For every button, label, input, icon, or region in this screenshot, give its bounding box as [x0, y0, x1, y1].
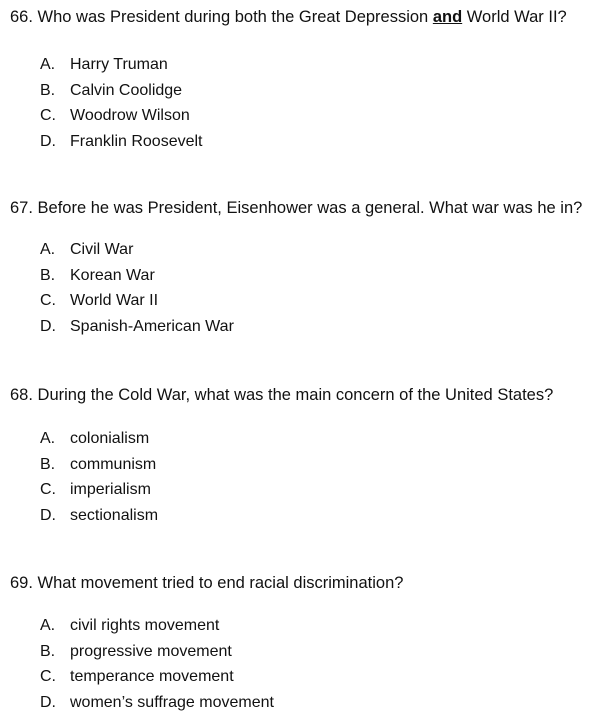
option-text: Korean War [70, 266, 155, 284]
question-text-after: World War II? [466, 8, 567, 26]
option-text: Woodrow Wilson [70, 107, 190, 125]
option-letter: D. [40, 133, 56, 151]
answer-option-a [40, 613, 274, 639]
answer-option-a [40, 426, 158, 452]
option-text: Calvin Coolidge [70, 81, 183, 99]
question-66 [10, 6, 602, 151]
answer-option-d [40, 690, 274, 716]
option-letter: A. [40, 56, 56, 73]
answer-option-c [40, 103, 203, 129]
answer-option-a [40, 52, 203, 78]
option-text: Civil War [70, 241, 134, 258]
option-text: temperance movement [70, 668, 234, 686]
question-text [10, 384, 602, 406]
option-text: communism [70, 455, 157, 473]
option-text: colonialism [70, 430, 150, 447]
option-letter: B. [40, 455, 56, 473]
answer-options [40, 613, 274, 716]
question-67 [10, 197, 602, 336]
question-number: 68. [10, 386, 33, 404]
answer-option-d [40, 129, 203, 155]
option-text: progressive movement [70, 642, 232, 660]
option-letter: B. [40, 266, 56, 284]
answer-option-d [40, 314, 234, 340]
answer-option-d [40, 503, 158, 529]
option-text: sectionalism [70, 507, 159, 525]
option-letter: B. [40, 642, 56, 660]
question-number: 66. [10, 8, 33, 26]
answer-option-b [40, 78, 203, 104]
question-68 [10, 384, 602, 525]
question-text [10, 197, 602, 219]
question-69 [10, 572, 602, 712]
option-text: civil rights movement [70, 617, 220, 634]
option-letter: C. [40, 107, 56, 125]
option-letter: A. [40, 241, 56, 258]
answer-option-c [40, 477, 158, 503]
option-letter: C. [40, 668, 56, 686]
answer-option-a [40, 237, 234, 263]
question-text [10, 6, 602, 28]
answer-option-c [40, 288, 234, 314]
option-text: women’s suffrage movement [70, 694, 274, 712]
option-text: Franklin Roosevelt [70, 133, 203, 151]
question-body: Before he was President, Eisenhower was a general. What war was he in? [37, 199, 583, 217]
answer-options [40, 237, 234, 340]
option-letter: D. [40, 318, 56, 336]
option-letter: C. [40, 292, 56, 310]
option-letter: A. [40, 617, 56, 634]
answer-option-b [40, 639, 274, 665]
option-text: Spanish-American War [70, 318, 234, 336]
option-letter: B. [40, 81, 56, 99]
answer-option-b [40, 263, 234, 289]
option-letter: A. [40, 430, 56, 447]
option-text: Harry Truman [70, 56, 168, 73]
question-emphasis: and [432, 8, 463, 26]
question-text [10, 572, 602, 594]
option-text: World War II [70, 292, 159, 310]
question-number: 67. [10, 199, 33, 217]
question-body: What movement tried to end racial discrimination? [37, 574, 404, 592]
question-body: During the Cold War, what was the main concern of the United States? [37, 386, 554, 404]
answer-option-c [40, 664, 274, 690]
answer-options [40, 426, 158, 529]
question-number: 69. [10, 574, 33, 592]
answer-option-b [40, 452, 158, 478]
question-text-before: Who was President during both the Great Depression [37, 8, 429, 26]
option-letter: D. [40, 694, 56, 712]
option-text: imperialism [70, 481, 151, 499]
option-letter: C. [40, 481, 56, 499]
answer-options [40, 52, 203, 155]
option-letter: D. [40, 507, 56, 525]
